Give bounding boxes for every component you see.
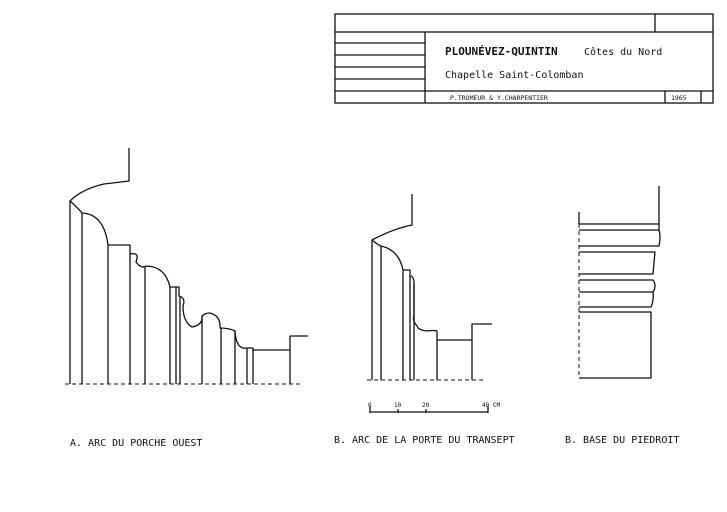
scale-tick-label: 10 [394,402,402,409]
profile-b [367,194,492,380]
scale-tick-label: 0 [368,402,372,409]
authors: P.TROMEUR & Y.CHARPENTIER [450,94,548,102]
title-block [335,14,713,103]
place-name: PLOUNÉVEZ-QUINTIN [445,45,558,58]
department-name: Côtes du Nord [584,47,663,58]
title-block-frame [335,14,713,103]
caption-b: B. ARC DE LA PORTE DU TRANSEPT [334,435,515,446]
caption-a: A. ARC DU PORCHE OUEST [70,438,203,449]
profile-a [65,148,308,384]
scale-tick-label: 20 [422,402,430,409]
year: 1965 [671,94,687,102]
profile-c-outline [579,186,660,378]
profile-c [579,186,660,378]
chapel-name: Chapelle Saint-Colomban [445,70,584,81]
caption-c: B. BASE DU PIEDROIT [565,435,680,446]
profile-b-outline [372,194,492,380]
scale-tick-label: 40 CM [482,402,501,409]
profile-a-outline [70,148,308,384]
